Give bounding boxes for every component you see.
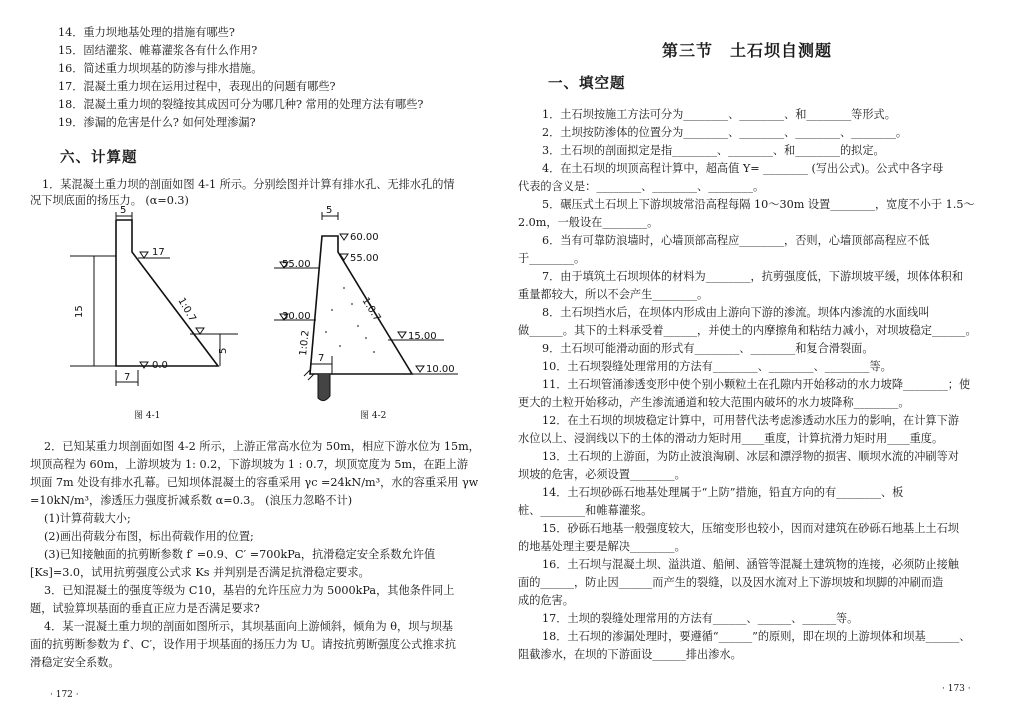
- section-title-calculation: 六、计算题: [60, 149, 138, 166]
- fill-in-line: 水位以上、浸润线以下的土体的滑动力矩时用____重度，计算抗滑力矩时用____重度。: [518, 432, 944, 445]
- page-number-left: · 172 ·: [50, 690, 79, 700]
- fig2-level-left: 55.00: [282, 259, 311, 270]
- calc-q3-line-2: 题，试验算坝基面的垂直正应力是否满足要求?: [30, 602, 260, 615]
- fig2-level-mid: 30.00: [282, 311, 311, 322]
- fill-in-line: 10．土石坝裂缝处理常用的方法有________、________、________等。: [542, 360, 892, 373]
- fill-in-line: 代表的含义是：________、________、________。: [518, 180, 765, 193]
- fill-in-line: 6．当有可靠防浪墙时，心墙顶部高程应________，否则，心墙顶部高程应不低: [542, 234, 930, 247]
- section-title-fill-in: 一、填空题: [548, 75, 626, 92]
- fig2-base-level: 10.00: [426, 364, 455, 375]
- fill-in-line: 18．土石坝的渗漏处理时，要遵循“______”的原则，即在坝的上游坝体和坝基______、: [542, 630, 971, 643]
- fill-in-line: 13．土石坝的上游面，为防止波浪淘刷、冰层和漂浮物的损害、顺坝水流的冲刷等对: [542, 450, 959, 463]
- fig2-downstream-slope: 1:0.7: [359, 295, 383, 324]
- calc-q2-item-1: (1)计算荷载大小;: [44, 512, 131, 525]
- calc-q2-item-2: (2)画出荷载分布图，标出荷载作用的位置;: [44, 530, 254, 543]
- fig2-downstream-level: 15.00: [408, 331, 437, 342]
- calc-q4-line-1: 4．某一混凝土重力坝的剖面如图所示，其坝基面向上游倾斜，倾角为 θ，坝与坝基: [44, 620, 453, 633]
- calc-q4-line-3: 滑稳定安全系数。: [30, 656, 120, 669]
- fill-in-line: 8．土石坝挡水后，在坝体内形成由上游向下游的渗流。坝体内渗流的水面线叫: [542, 306, 930, 319]
- question-19: 19．渗漏的危害是什么? 如何处理渗漏?: [58, 116, 256, 129]
- figure-4-2: [274, 206, 474, 406]
- fill-in-line: 11．土石坝管涌渗透变形中使个别小颗粒土在孔隙内开始移动的水力坡降________；使: [542, 378, 971, 391]
- calc-q1-line-2: 况下坝底面的扬压力。 (α=0.3): [30, 194, 189, 207]
- chapter-title: 第三节 土石坝自测题: [662, 41, 833, 60]
- fill-in-line: 坝坡的危害，必须设置________。: [518, 468, 686, 481]
- calc-q2-line-2: 坝顶高程为 60m，上游坝坡为 1: 0.2，下游坝坡为 1 : 0.7，坝顶宽度为 5m，在距上游: [30, 458, 469, 471]
- question-16: 16．简述重力坝坝基的防渗与排水措施。: [58, 62, 263, 75]
- fill-in-line: 做______。其下的土料承受着______，并使土的内摩擦角和粘结力减小，对坝坡稳定______。: [518, 324, 977, 337]
- fill-in-line: 5．碾压式土石坝上下游坝坡常沿高程每隔 10～30m 设置________，宽度不小于 1.5～: [542, 198, 975, 211]
- question-15: 15．固结灌浆、帷幕灌浆各有什么作用?: [58, 44, 258, 57]
- fig1-top-width: 5: [120, 205, 127, 216]
- fig2-crest-level: 60.00: [350, 232, 379, 243]
- calc-q3-line-1: 3．已知混凝土的强度等级为 C10，基岩的允许压应力为 5000kPa，其他条件同上: [44, 584, 455, 597]
- fig2-top-width: 5: [326, 205, 333, 216]
- calc-q2-line-4: =10kN/m³，渗透压力强度折减系数 α=0.3。 (浪压力忽略不计): [30, 494, 353, 507]
- fig2-level-right: 55.00: [350, 253, 379, 264]
- calc-q2-line-1: 2．已知某重力坝剖面如图 4-2 所示，上游正常高水位为 50m，相应下游水位为 15m，: [44, 440, 480, 453]
- fig1-caption: 图 4-1: [134, 411, 161, 421]
- calc-q2-line-3: 坝面 7m 处设有排水孔幕。已知坝体混凝土的容重采用 γc =24kN/m³，水的容重采用 γw: [30, 476, 479, 489]
- fill-in-line: 更大的土粒开始移动，产生渗流通道和较大范围内破坏的水力坡降称________。: [518, 396, 910, 409]
- page-number-right: · 173 ·: [942, 684, 971, 694]
- fill-in-line: 2．土坝按防渗体的位置分为________、________、________、________。: [542, 126, 908, 139]
- calc-q4-line-2: 面的抗剪断参数为 f′、C′，设作用于坝基面的扬压力为 U。请按抗剪断强度公式推求抗: [30, 638, 456, 651]
- fig1-upstream-level: 17: [152, 247, 165, 258]
- question-17: 17．混凝土重力坝在运用过程中，表现出的问题有哪些?: [58, 80, 336, 93]
- fill-in-line: 4．在土石坝的坝顶高程计算中，超高值 Y= ________ (写出公式)。公式中各字母: [542, 162, 944, 175]
- fill-in-line: 17．土坝的裂缝处理常用的方法有______、______、______等。: [542, 612, 859, 625]
- fill-in-line: 重量都较大，所以不会产生________。: [518, 288, 709, 301]
- fig1-base-level: 0.0: [152, 360, 168, 371]
- fill-in-line: 阻截渗水，在坝的下游面设______排出渗水。: [518, 648, 742, 661]
- fill-in-line: 成的危害。: [518, 594, 574, 607]
- calc-q1-line-1: 1．某混凝土重力坝的剖面如图 4-1 所示。分别绘图并计算有排水孔、无排水孔的情: [42, 178, 455, 191]
- fill-in-line: 12．在土石坝的坝坡稳定计算中，可用替代法考虑渗透动水压力的影响，在计算下游: [542, 414, 959, 427]
- fill-in-line: 面的______，防止因______而产生的裂缝，以及因水流对上下游坝坡和坝脚的冲刷而造: [518, 576, 944, 589]
- fill-in-line: 3．土石坝的剖面拟定是指________、________、和________的拟定。: [542, 144, 885, 157]
- fill-in-line: 7．由于填筑土石坝坝体的材料为________，抗剪强度低，下游坝坡平缓，坝体体积和: [542, 270, 964, 283]
- fig1-height: 15: [74, 305, 85, 318]
- fill-in-line: 9．土石坝可能滑动面的形式有________、________和复合滑裂面。: [542, 342, 874, 355]
- fill-in-line: 桩、________和帷幕灌浆。: [518, 504, 653, 517]
- question-14: 14．重力坝地基处理的措施有哪些?: [58, 26, 235, 39]
- figure-4-1: [70, 204, 290, 394]
- question-18: 18．混凝土重力坝的裂缝按其成因可分为哪几种? 常用的处理方法有哪些?: [58, 98, 424, 111]
- fill-in-line: 2.0m，一般设在________。: [518, 216, 659, 229]
- fill-in-line: 15．砂砾石地基一般强度较大，压缩变形也较小，因而对建筑在砂砾石地基上土石坝: [542, 522, 959, 535]
- calc-q2-item-3: (3)已知接触面的抗剪断参数 f′ =0.9、C′ =700kPa，抗滑稳定安全系数允许值: [44, 548, 436, 561]
- fill-in-line: 1．土石坝按施工方法可分为________、________、和________等形式。: [542, 108, 896, 121]
- fig1-tail-height: 5: [218, 347, 229, 354]
- fig2-caption: 图 4-2: [360, 411, 387, 421]
- calc-q2-item-3b: [Ks]=3.0，试用抗剪强度公式求 Ks 并判别是否满足抗滑稳定要求。: [30, 566, 370, 579]
- fill-in-line: 14．土石坝砂砾石地基处理属于“上防”措施，铅直方向的有________、板: [542, 486, 904, 499]
- fill-in-line: 16．土石坝与混凝土坝、溢洪道、船闸、涵管等混凝土建筑物的连接，必须防止接触: [542, 558, 959, 571]
- fig2-bottom-width: 7: [318, 353, 325, 364]
- right-page: [512, 0, 1024, 724]
- fig2-upstream-slope: 1:0.2: [298, 329, 312, 357]
- fill-in-line: 的地基处理主要是解决________。: [518, 540, 686, 553]
- fig1-slope: 1:0.7: [175, 296, 198, 324]
- fig1-bottom-width: 7: [124, 372, 131, 383]
- fill-in-line: 于________。: [518, 252, 586, 265]
